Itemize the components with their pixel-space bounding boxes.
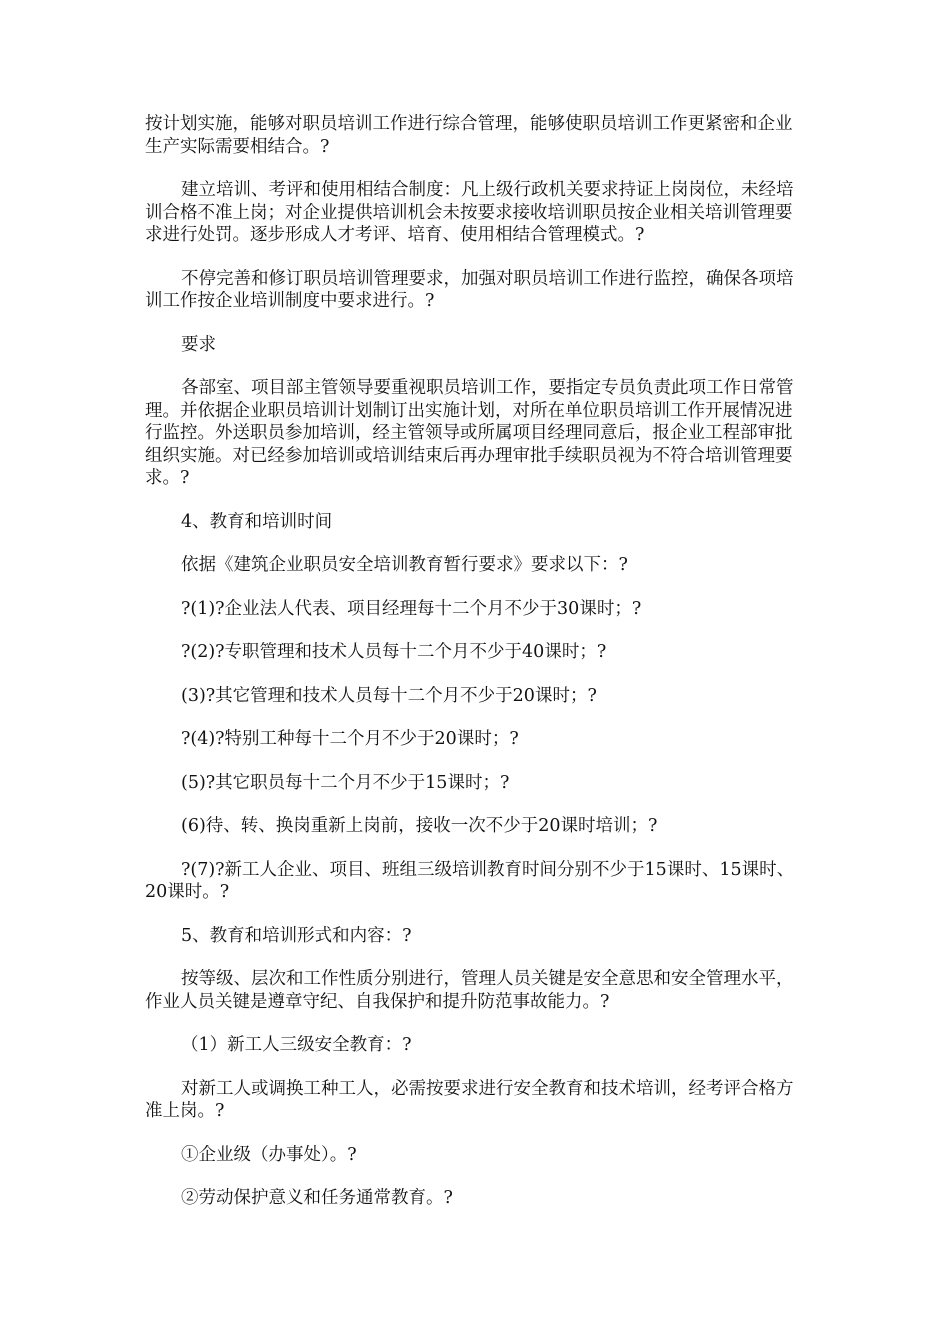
paragraph-7: 依据《建筑企业职员安全培训教育暂行要求》要求以下：? bbox=[181, 555, 628, 575]
list-item-7: ?(7)?新工人企业、项目、班组三级培训教育时间分别不少于15课时、15课时、20课时。? bbox=[145, 859, 795, 902]
list-item-1: ?(1)?企业法人代表、项目经理每十二个月不少于30课时；? bbox=[181, 598, 642, 619]
circled-item-2: ②劳动保护意义和任务通常教育。? bbox=[181, 1188, 453, 1208]
document-body bbox=[145, 113, 805, 1231]
paragraph-18: 对新工人或调换工种工人，必需按要求进行安全教育和技术培训，经考评合格方准上岗。? bbox=[145, 1078, 794, 1121]
section-heading-training-form: 5、教育和培训形式和内容：? bbox=[181, 925, 412, 946]
list-item-5: (5)?其它职员每十二个月不少于15课时；? bbox=[181, 772, 510, 793]
list-item-3: (3)?其它管理和技术人员每十二个月不少于20课时；? bbox=[181, 685, 597, 706]
list-item-2: ?(2)?专职管理和技术人员每十二个月不少于40课时；? bbox=[181, 642, 607, 662]
circled-item-1: ①企业级（办事处）。? bbox=[181, 1144, 357, 1165]
section-heading-requirements: 要求 bbox=[181, 334, 216, 355]
list-item-4: ?(4)?特别工种每十二个月不少于20课时；? bbox=[181, 729, 519, 749]
paragraph-5: 各部室、项目部主管领导要重视职员培训工作，要指定专员负责此项工作日常管理。并依据企业职员培训计划制订出实施计划，对所在单位职员培训工作开展情况进行监控。外送职员参加培训，经主管领导或所属项目经理同意后，报企业工程部审批组织实施。对已经参加培训或培训结束后再办理审批手续职员视为不符合培训管理要求。? bbox=[145, 378, 794, 488]
section-heading-training-time: 4、教育和培训时间 bbox=[181, 511, 333, 532]
paragraph-3: 不停完善和修订职员培训管理要求，加强对职员培训工作进行监控，确保各项培训工作按企业培训制度中要求进行。? bbox=[145, 268, 794, 311]
paragraph-16: 按等级、层次和工作性质分别进行，管理人员关键是安全意思和安全管理水平，作业人员关键是遵章守纪、自我保护和提升防范事故能力。? bbox=[145, 969, 794, 1012]
paragraph-1: 按计划实施，能够对职员培训工作进行综合管理，能够使职员培训工作更紧密和企业生产实际需要相结合。? bbox=[145, 114, 793, 157]
list-item-6: (6)待、转、换岗重新上岗前，接收一次不少于20课时培训；? bbox=[181, 816, 658, 836]
subsection-heading-three-level: （1）新工人三级安全教育：? bbox=[181, 1035, 412, 1055]
paragraph-2: 建立培训、考评和使用相结合制度：凡上级行政机关要求持证上岗岗位，未经培训合格不准上岗；对企业提供培训机会未按要求接收培训职员按企业相关培训管理要求进行处罚。逐步形成人才考评、培育、使用相结合管理模式。? bbox=[145, 180, 794, 245]
